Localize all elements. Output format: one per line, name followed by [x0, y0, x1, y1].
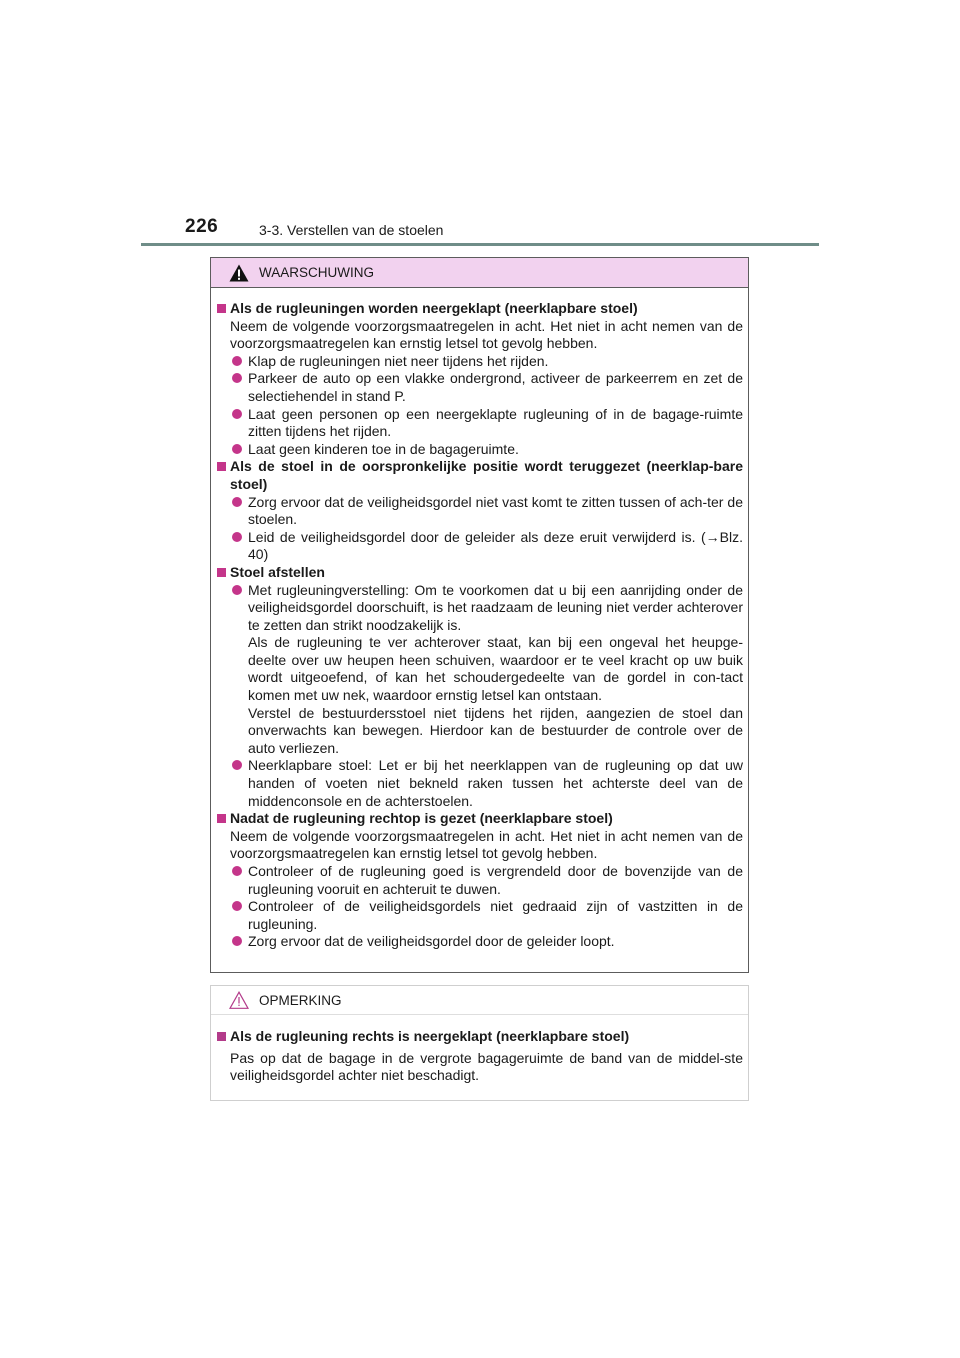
bullet-text: Verstel de bestuurdersstoel niet tijdens het rijden, aangezien de stoel dan onverwachts kan bewegen. Hierdoor kan de bestuurder de controle over de auto verliezen.: [248, 704, 743, 756]
list-item: Klap de rugleuningen niet neer tijdens het rijden.: [217, 353, 743, 371]
list-item: Leid de veiligheidsgordel door de geleider als deze eruit verwijderd is. (→Blz. 40): [217, 529, 743, 564]
note-text: Pas op dat de bagage in de vergrote bagageruimte de band van de middel-ste veiligheidsgordel achter niet beschadigt.: [230, 1049, 743, 1084]
note-body: [211, 1015, 748, 1085]
warning-heading-return: Als de stoel in de oorspronkelijke positie wordt teruggezet (neerklap-bare stoel): [217, 458, 743, 493]
list-item: Laat geen kinderen toe in de bagageruimte.: [217, 441, 743, 459]
note-box: [210, 985, 749, 1101]
list-item: Controleer of de veiligheidsgordels niet gedraaid zijn of vastzitten in de rugleuning.: [217, 898, 743, 933]
note-header: [211, 986, 748, 1015]
list-item: Zorg ervoor dat de veiligheidsgordel niet vast komt te zitten tussen of ach-ter de stoelen.: [217, 494, 743, 529]
bullet-text: Als de rugleuning te ver achterover staat, kan bij een ongeval het heupge-deelte over uw heupen heen schuiven, waardoor er te veel kracht op uw buik wordt uitgeoefend, of kan het schoudergedeelte van de gordel in con-tact komen met uw nek, waardoor ernstig letsel kan ontstaan.: [248, 634, 743, 704]
list-item: Laat geen personen op een neergeklapte rugleuning of in de bagage-ruimte zitten tijdens het rijden.: [217, 406, 743, 441]
header-rule: [141, 243, 819, 246]
note-title: OPMERKING: [259, 992, 342, 1008]
warning-heading-adjust: Stoel afstellen: [217, 564, 743, 582]
section-title: 3-3. Verstellen van de stoelen: [259, 222, 444, 238]
list-item: Zorg ervoor dat de veiligheidsgordel door de geleider loopt.: [217, 933, 743, 951]
warning-header: [211, 258, 748, 288]
warning-triangle-outline-icon: [229, 991, 249, 1009]
warning-title: WAARSCHUWING: [259, 265, 374, 280]
warning-heading-fold: Als de rugleuningen worden neergeklapt (neerklapbare stoel): [217, 300, 743, 318]
warning-intro-upright: Neem de volgende voorzorgsmaatregelen in acht. Het niet in acht nemen van de voorzorgsmaatregelen kan ernstig letsel tot gevolg hebben.: [230, 827, 743, 862]
warning-triangle-filled-icon: [229, 264, 249, 282]
list-item: [217, 582, 743, 758]
note-heading: Als de rugleuning rechts is neergeklapt (neerklapbare stoel): [217, 1028, 743, 1046]
warning-heading-upright: Nadat de rugleuning rechtop is gezet (neerklapbare stoel): [217, 810, 743, 828]
page-number: 226: [185, 216, 219, 237]
warning-body: [211, 288, 748, 951]
list-item: Neerklapbare stoel: Let er bij het neerklappen van de rugleuning op dat uw handen of voeten niet bekneld raken tussen het achterste deel van de middenconsole en de achterstoelen.: [217, 757, 743, 810]
warning-box: [210, 257, 749, 973]
list-item: Controleer of de rugleuning goed is vergrendeld door de bovenzijde van de rugleuning vooruit en achteruit te duwen.: [217, 863, 743, 898]
warning-intro-fold: Neem de volgende voorzorgsmaatregelen in acht. Het niet in acht nemen van de voorzorgsmaatregelen kan ernstig letsel tot gevolg hebben.: [230, 317, 743, 352]
list-item: Parkeer de auto op een vlakke ondergrond, activeer de parkeerrem en zet de selectiehendel in stand P.: [217, 370, 743, 405]
bullet-text: Met rugleuningverstelling: Om te voorkomen dat u bij een aanrijding onder de veiligheidsgordel doorschuift, is het raadzaam de leuning niet verder achterover te zetten dan strikt noodzakelijk is.: [248, 581, 743, 633]
